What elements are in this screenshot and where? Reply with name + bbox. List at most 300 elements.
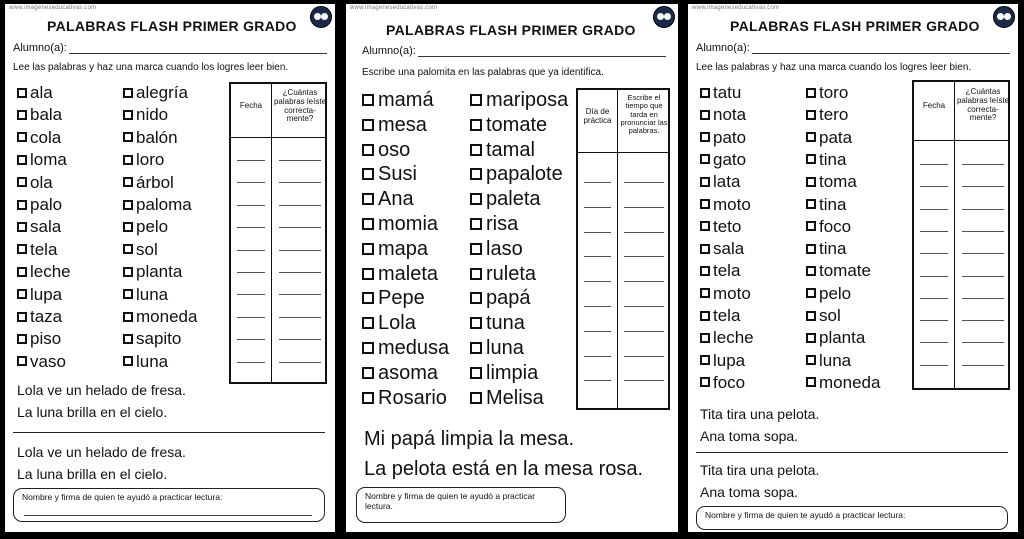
- word-item: [806, 240, 846, 257]
- word-label: tamal: [486, 138, 535, 161]
- table-header-cuantas: ¿Cuántas palabras leíste correcta-mente?: [273, 88, 327, 124]
- word-label: Melisa: [486, 386, 544, 409]
- checkbox-icon: [806, 154, 816, 164]
- word-item: [362, 288, 425, 308]
- word-label: tatu: [713, 83, 742, 102]
- checkbox-icon: [123, 200, 133, 210]
- word-label: moto: [713, 283, 751, 303]
- table-header-dia: Día de práctica: [583, 107, 612, 125]
- checkbox-icon: [123, 244, 133, 254]
- sentence-1: Mi papá limpia la mesa.: [364, 428, 575, 450]
- word-item: [700, 151, 746, 168]
- answer-blank-line: [237, 227, 265, 228]
- answer-blank-line: [279, 317, 321, 318]
- word-label: foco: [819, 216, 852, 236]
- word-label: ruleta: [486, 262, 537, 285]
- word-item: [470, 388, 544, 408]
- answer-blank-line: [624, 232, 664, 233]
- word-item: [123, 151, 164, 168]
- word-label: tuna: [486, 312, 525, 335]
- word-item: [700, 218, 741, 235]
- checkbox-icon: [362, 218, 374, 230]
- checkbox-icon: [17, 244, 27, 254]
- word-label: paleta: [486, 188, 541, 211]
- table-header-tiempo: Escribe el tiempo que tarda en pronunciar las palabras.: [620, 93, 668, 135]
- word-item: [362, 313, 416, 333]
- checkbox-icon: [17, 334, 27, 344]
- word-label: palo: [30, 195, 63, 214]
- checkbox-icon: [470, 367, 482, 379]
- answer-blank-line: [584, 306, 611, 307]
- answer-blank-line: [237, 339, 265, 340]
- worksheet-title: PALABRAS FLASH PRIMER GRADO: [730, 18, 980, 34]
- answer-blank-line: [279, 339, 321, 340]
- divider-line: [13, 432, 325, 433]
- answer-blank-line: [920, 164, 948, 165]
- word-label: bala: [30, 105, 63, 125]
- word-item: [806, 129, 852, 146]
- word-label: papá: [486, 287, 531, 310]
- checkbox-icon: [470, 292, 482, 304]
- word-label: loro: [136, 150, 165, 170]
- word-label: tela: [30, 239, 58, 259]
- word-label: tina: [819, 194, 847, 214]
- word-item: [700, 374, 745, 391]
- word-label: luna: [136, 351, 169, 371]
- answer-blank-line: [237, 205, 265, 206]
- word-label: planta: [136, 262, 183, 282]
- checkbox-icon: [17, 312, 27, 322]
- word-label: cola: [30, 127, 62, 147]
- word-item: [700, 329, 754, 346]
- checkbox-icon: [806, 177, 816, 187]
- checkbox-icon: [700, 88, 710, 98]
- word-label: limpia: [486, 361, 539, 384]
- checkbox-icon: [470, 218, 482, 230]
- word-label: tina: [819, 239, 847, 259]
- word-label: taza: [30, 307, 63, 326]
- checkbox-icon: [123, 334, 133, 344]
- word-label: planta: [819, 328, 866, 348]
- sentence-1: Tita tira una pelota.: [700, 406, 820, 422]
- checkbox-icon: [362, 168, 374, 180]
- student-name-field: [362, 45, 667, 59]
- checkbox-icon: [470, 168, 482, 180]
- word-item: [362, 239, 428, 259]
- word-item: [123, 330, 181, 347]
- checkbox-icon: [470, 193, 482, 205]
- answer-blank-line: [279, 272, 321, 273]
- word-item: [362, 214, 438, 234]
- word-label: pata: [819, 127, 853, 147]
- word-item: [470, 338, 524, 358]
- word-item: [123, 84, 188, 101]
- word-item: [123, 218, 168, 235]
- checkbox-icon: [123, 177, 133, 187]
- word-label: pelo: [136, 217, 169, 237]
- checkbox-icon: [700, 377, 710, 387]
- word-item: [806, 151, 846, 168]
- answer-blank-line: [584, 256, 611, 257]
- word-item: [123, 353, 168, 370]
- word-label: tina: [819, 149, 847, 169]
- word-item: [470, 140, 535, 160]
- answer-blank-line: [624, 380, 664, 381]
- word-item: [123, 174, 174, 191]
- answer-blank-line: [237, 362, 265, 363]
- word-label: moneda: [136, 307, 198, 326]
- word-label: mesa: [378, 113, 427, 136]
- checkbox-icon: [470, 144, 482, 156]
- student-name-line: [418, 56, 666, 57]
- word-item: [700, 84, 741, 101]
- word-label: toro: [819, 83, 849, 102]
- answer-blank-line: [584, 380, 611, 381]
- checkbox-icon: [17, 177, 27, 187]
- instructions: Escribe una palomita en las palabras que ya identifica.: [362, 67, 604, 78]
- word-item: [17, 330, 61, 347]
- tracking-table: [912, 80, 1010, 390]
- site-url: www.imageneseducativas.com: [9, 5, 97, 11]
- word-label: mamá: [378, 89, 434, 111]
- word-label: mariposa: [486, 89, 569, 111]
- word-item: [123, 129, 178, 146]
- word-item: [123, 196, 192, 213]
- answer-blank-line: [279, 160, 321, 161]
- checkbox-icon: [362, 268, 374, 280]
- word-item: [700, 285, 751, 302]
- sentence-4: Ana toma sopa.: [700, 484, 799, 500]
- word-item: [362, 140, 410, 160]
- word-item: [17, 174, 53, 191]
- answer-blank-line: [962, 298, 1004, 299]
- word-item: [806, 262, 871, 279]
- table-header-fecha: Fecha: [239, 101, 263, 110]
- checkbox-icon: [700, 355, 710, 365]
- answer-blank-line: [962, 231, 1004, 232]
- checkbox-icon: [470, 119, 482, 131]
- word-item: [362, 90, 434, 110]
- sentence-1: Lola ve un helado de fresa.: [17, 382, 186, 398]
- word-label: tela: [713, 261, 741, 281]
- checkbox-icon: [362, 392, 374, 404]
- checkbox-icon: [123, 267, 133, 277]
- word-label: lupa: [713, 350, 746, 370]
- answer-blank-line: [237, 317, 265, 318]
- answer-blank-line: [920, 320, 948, 321]
- word-item: [17, 241, 57, 258]
- checkbox-icon: [806, 333, 816, 343]
- word-item: [470, 115, 547, 135]
- word-label: pato: [713, 127, 747, 147]
- answer-blank-line: [962, 320, 1004, 321]
- worksheet-2: [346, 4, 678, 532]
- word-label: Rosario: [378, 386, 447, 409]
- table-header-fecha: Fecha: [922, 101, 946, 110]
- answer-blank-line: [962, 342, 1004, 343]
- word-item: [806, 374, 880, 391]
- word-item: [17, 263, 71, 280]
- word-label: lata: [713, 172, 741, 192]
- checkbox-icon: [806, 266, 816, 276]
- checkbox-icon: [17, 110, 27, 120]
- word-item: [806, 106, 848, 123]
- answer-blank-line: [237, 182, 265, 183]
- word-item: [470, 239, 523, 259]
- answer-blank-line: [584, 331, 611, 332]
- word-item: [700, 352, 745, 369]
- checkbox-icon: [470, 392, 482, 404]
- checkbox-icon: [806, 88, 816, 98]
- checkbox-icon: [17, 289, 27, 299]
- answer-blank-line: [962, 365, 1004, 366]
- owl-logo-icon: [310, 6, 332, 28]
- answer-blank-line: [920, 231, 948, 232]
- checkbox-icon: [700, 132, 710, 142]
- answer-blank-line: [584, 281, 611, 282]
- student-name-line: [69, 53, 327, 54]
- word-item: [362, 363, 438, 383]
- checkbox-icon: [123, 222, 133, 232]
- checkbox-icon: [362, 243, 374, 255]
- word-item: [123, 308, 197, 325]
- word-label: ala: [30, 83, 53, 102]
- tracking-table: [576, 88, 670, 410]
- checkbox-icon: [700, 288, 710, 298]
- signature-box: [13, 488, 325, 522]
- checkbox-icon: [123, 132, 133, 142]
- word-item: [123, 106, 168, 123]
- word-item: [123, 286, 168, 303]
- word-label: Lola: [378, 312, 416, 335]
- student-name-label: Alumno(a):: [362, 45, 416, 57]
- checkbox-icon: [806, 110, 816, 120]
- word-item: [700, 262, 740, 279]
- word-label: momia: [378, 213, 439, 235]
- answer-blank-line: [584, 232, 611, 233]
- answer-blank-line: [624, 306, 664, 307]
- word-label: leche: [30, 262, 71, 282]
- checkbox-icon: [123, 110, 133, 120]
- answer-blank-line: [920, 209, 948, 210]
- word-label: teto: [713, 216, 742, 236]
- word-item: [17, 84, 53, 101]
- checkbox-icon: [700, 311, 710, 321]
- worksheet-3: [688, 4, 1018, 532]
- answer-blank-line: [920, 342, 948, 343]
- signature-label: Nombre y firma de quien te ayudó a practicar lectura:: [705, 510, 906, 520]
- checkbox-icon: [362, 367, 374, 379]
- word-item: [470, 164, 563, 184]
- word-item: [362, 264, 438, 284]
- checkbox-icon: [806, 355, 816, 365]
- word-label: tomate: [819, 261, 871, 281]
- word-item: [700, 129, 746, 146]
- answer-blank-line: [920, 276, 948, 277]
- word-label: toma: [819, 172, 857, 192]
- word-item: [806, 352, 851, 369]
- word-label: lupa: [30, 284, 63, 304]
- answer-blank-line: [237, 250, 265, 251]
- word-label: mapa: [378, 237, 429, 260]
- checkbox-icon: [806, 288, 816, 298]
- answer-blank-line: [279, 294, 321, 295]
- answer-blank-line: [920, 298, 948, 299]
- word-label: pelo: [819, 283, 852, 303]
- answer-blank-line: [584, 182, 611, 183]
- word-item: [806, 218, 851, 235]
- checkbox-icon: [470, 268, 482, 280]
- word-label: luna: [486, 337, 524, 359]
- word-item: [806, 84, 848, 101]
- word-item: [470, 90, 568, 110]
- signature-box: [356, 487, 566, 523]
- word-item: [806, 307, 841, 324]
- word-item: [470, 189, 541, 209]
- word-label: tero: [819, 105, 849, 125]
- word-label: loma: [30, 150, 67, 170]
- word-label: Susi: [378, 163, 417, 186]
- word-item: [123, 263, 182, 280]
- word-label: paloma: [136, 195, 192, 214]
- answer-blank-line: [279, 362, 321, 363]
- word-label: oso: [378, 138, 411, 161]
- checkbox-icon: [362, 292, 374, 304]
- word-label: maleta: [378, 262, 439, 285]
- word-item: [470, 313, 525, 333]
- answer-blank-line: [279, 227, 321, 228]
- word-item: [17, 286, 62, 303]
- checkbox-icon: [470, 342, 482, 354]
- word-item: [362, 115, 427, 135]
- sentence-4: La luna brilla en el cielo.: [17, 466, 168, 482]
- word-item: [362, 388, 447, 408]
- word-label: foco: [713, 372, 746, 392]
- checkbox-icon: [700, 199, 710, 209]
- word-label: nota: [713, 105, 747, 125]
- checkbox-icon: [470, 94, 482, 106]
- checkbox-icon: [123, 356, 133, 366]
- checkbox-icon: [700, 266, 710, 276]
- site-url: www.imageneseducativas.com: [692, 5, 780, 11]
- sentence-2: La luna brilla en el cielo.: [17, 404, 168, 420]
- worksheet-title: PALABRAS FLASH PRIMER GRADO: [47, 18, 297, 34]
- word-label: balón: [136, 127, 178, 147]
- divider-line: [696, 452, 1008, 453]
- word-item: [17, 129, 61, 146]
- word-label: moneda: [819, 372, 881, 392]
- word-label: nido: [136, 105, 169, 125]
- answer-blank-line: [962, 164, 1004, 165]
- checkbox-icon: [17, 155, 27, 165]
- word-label: tela: [713, 306, 741, 325]
- word-label: luna: [819, 350, 852, 370]
- word-label: moto: [713, 194, 751, 214]
- word-label: sol: [819, 306, 841, 325]
- sentence-2: La pelota está en la mesa rosa.: [364, 458, 644, 480]
- answer-blank-line: [624, 281, 664, 282]
- answer-blank-line: [237, 160, 265, 161]
- checkbox-icon: [806, 311, 816, 321]
- word-label: laso: [486, 237, 523, 260]
- checkbox-icon: [806, 132, 816, 142]
- word-item: [700, 173, 740, 190]
- owl-logo-icon: [653, 6, 675, 28]
- answer-blank-line: [962, 276, 1004, 277]
- site-url: www.imageneseducativas.com: [350, 5, 438, 11]
- answer-blank-line: [624, 207, 664, 208]
- checkbox-icon: [806, 377, 816, 387]
- word-item: [470, 288, 531, 308]
- checkbox-icon: [362, 317, 374, 329]
- checkbox-icon: [700, 177, 710, 187]
- checkbox-icon: [806, 221, 816, 231]
- sentence-3: Tita tira una pelota.: [700, 462, 820, 478]
- instructions: Lee las palabras y haz una marca cuando los logres leer bien.: [696, 62, 972, 73]
- checkbox-icon: [362, 94, 374, 106]
- answer-blank-line: [584, 207, 611, 208]
- answer-blank-line: [920, 186, 948, 187]
- checkbox-icon: [17, 200, 27, 210]
- checkbox-icon: [806, 244, 816, 254]
- checkbox-icon: [123, 289, 133, 299]
- checkbox-icon: [17, 356, 27, 366]
- student-name-label: Alumno(a):: [13, 42, 67, 54]
- sentence-2: Ana toma sopa.: [700, 428, 799, 444]
- instructions: Lee las palabras y haz una marca cuando los logres leer bien.: [13, 62, 289, 73]
- answer-blank-line: [279, 205, 321, 206]
- answer-blank-line: [962, 186, 1004, 187]
- word-item: [17, 196, 62, 213]
- word-item: [362, 189, 414, 209]
- answer-blank-line: [237, 272, 265, 273]
- word-item: [806, 285, 851, 302]
- word-label: sapito: [136, 329, 182, 349]
- answer-blank-line: [624, 356, 664, 357]
- answer-blank-line: [624, 256, 664, 257]
- word-label: asoma: [378, 361, 439, 384]
- answer-blank-line: [920, 253, 948, 254]
- answer-blank-line: [279, 182, 321, 183]
- word-item: [806, 173, 857, 190]
- checkbox-icon: [362, 193, 374, 205]
- word-item: [17, 151, 67, 168]
- checkbox-icon: [17, 222, 27, 232]
- answer-blank-line: [584, 356, 611, 357]
- word-label: sala: [30, 217, 62, 237]
- answer-blank-line: [237, 294, 265, 295]
- signature-box: [696, 506, 1008, 530]
- checkbox-icon: [700, 333, 710, 343]
- student-name-label: Alumno(a):: [696, 42, 750, 54]
- word-item: [17, 308, 62, 325]
- word-label: medusa: [378, 337, 450, 359]
- checkbox-icon: [123, 312, 133, 322]
- word-label: sala: [713, 239, 745, 259]
- answer-blank-line: [962, 253, 1004, 254]
- checkbox-icon: [123, 155, 133, 165]
- checkbox-icon: [700, 154, 710, 164]
- table-header-cuantas: ¿Cuántas palabras leíste correcta-mente?: [956, 87, 1010, 123]
- checkbox-icon: [470, 317, 482, 329]
- word-label: ola: [30, 172, 53, 192]
- word-label: alegría: [136, 83, 188, 102]
- word-item: [362, 164, 417, 184]
- answer-blank-line: [920, 365, 948, 366]
- student-name-field: [13, 42, 325, 56]
- checkbox-icon: [17, 267, 27, 277]
- worksheet-title: PALABRAS FLASH PRIMER GRADO: [386, 22, 636, 38]
